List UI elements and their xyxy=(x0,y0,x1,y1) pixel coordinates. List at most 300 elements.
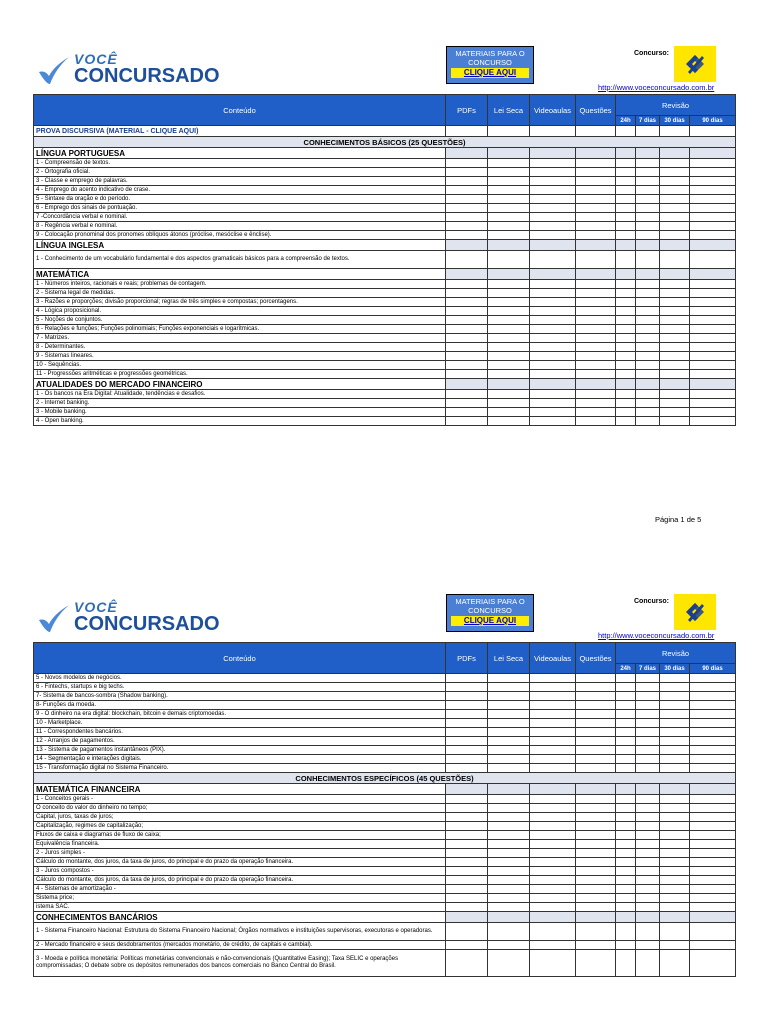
checkbox-cell[interactable] xyxy=(488,867,530,876)
checkbox-cell[interactable] xyxy=(616,876,636,885)
checkbox-cell[interactable] xyxy=(690,683,736,692)
materiais-box[interactable] xyxy=(446,46,534,84)
checkbox-cell[interactable] xyxy=(488,417,530,426)
checkbox-cell[interactable] xyxy=(446,222,488,231)
checkbox-cell[interactable] xyxy=(530,858,576,867)
checkbox-cell[interactable] xyxy=(488,159,530,168)
checkbox-cell[interactable] xyxy=(690,903,736,912)
checkbox-cell[interactable] xyxy=(616,231,636,240)
checkbox-cell[interactable] xyxy=(660,289,690,298)
checkbox-cell[interactable] xyxy=(660,903,690,912)
checkbox-cell[interactable] xyxy=(636,186,660,195)
checkbox-cell[interactable] xyxy=(636,231,660,240)
checkbox-cell[interactable] xyxy=(616,894,636,903)
checkbox-cell[interactable] xyxy=(530,710,576,719)
checkbox-cell[interactable] xyxy=(636,352,660,361)
checkbox-cell[interactable] xyxy=(636,813,660,822)
checkbox-cell[interactable] xyxy=(576,204,616,213)
checkbox-cell[interactable] xyxy=(616,822,636,831)
checkbox-cell[interactable] xyxy=(690,417,736,426)
site-url-link[interactable]: http://www.voceconcursado.com.br xyxy=(598,83,715,92)
checkbox-cell[interactable] xyxy=(446,950,488,977)
checkbox-cell[interactable] xyxy=(690,719,736,728)
checkbox-cell[interactable] xyxy=(530,804,576,813)
checkbox-cell[interactable] xyxy=(660,334,690,343)
checkbox-cell[interactable] xyxy=(446,361,488,370)
checkbox-cell[interactable] xyxy=(576,408,616,417)
checkbox-cell[interactable] xyxy=(616,352,636,361)
checkbox-cell[interactable] xyxy=(446,755,488,764)
checkbox-cell[interactable] xyxy=(488,390,530,399)
checkbox-cell[interactable] xyxy=(488,822,530,831)
materiais-box-2[interactable] xyxy=(446,594,534,632)
checkbox-cell[interactable] xyxy=(690,325,736,334)
checkbox-cell[interactable] xyxy=(446,737,488,746)
checkbox-cell[interactable] xyxy=(576,903,616,912)
checkbox-cell[interactable] xyxy=(488,195,530,204)
checkbox-cell[interactable] xyxy=(576,923,616,941)
checkbox-cell[interactable] xyxy=(690,251,736,269)
checkbox-cell[interactable] xyxy=(690,710,736,719)
checkbox-cell[interactable] xyxy=(446,903,488,912)
checkbox-cell[interactable] xyxy=(660,674,690,683)
checkbox-cell[interactable] xyxy=(576,728,616,737)
checkbox-cell[interactable] xyxy=(660,408,690,417)
checkbox-cell[interactable] xyxy=(636,941,660,950)
checkbox-cell[interactable] xyxy=(660,343,690,352)
checkbox-cell[interactable] xyxy=(690,204,736,213)
checkbox-cell[interactable] xyxy=(530,950,576,977)
checkbox-cell[interactable] xyxy=(576,849,616,858)
checkbox-cell[interactable] xyxy=(446,764,488,773)
checkbox-cell[interactable] xyxy=(690,399,736,408)
checkbox-cell[interactable] xyxy=(446,168,488,177)
checkbox-cell[interactable] xyxy=(660,390,690,399)
checkbox-cell[interactable] xyxy=(636,858,660,867)
checkbox-cell[interactable] xyxy=(488,764,530,773)
checkbox-cell[interactable] xyxy=(616,213,636,222)
checkbox-cell[interactable] xyxy=(446,204,488,213)
checkbox-cell[interactable] xyxy=(446,334,488,343)
checkbox-cell[interactable] xyxy=(660,941,690,950)
checkbox-cell[interactable] xyxy=(488,343,530,352)
checkbox-cell[interactable] xyxy=(576,894,616,903)
checkbox-cell[interactable] xyxy=(616,746,636,755)
checkbox-cell[interactable] xyxy=(690,289,736,298)
checkbox-cell[interactable] xyxy=(530,307,576,316)
checkbox-cell[interactable] xyxy=(530,701,576,710)
checkbox-cell[interactable] xyxy=(690,352,736,361)
checkbox-cell[interactable] xyxy=(616,683,636,692)
checkbox-cell[interactable] xyxy=(446,710,488,719)
checkbox-cell[interactable] xyxy=(446,251,488,269)
checkbox-cell[interactable] xyxy=(636,903,660,912)
checkbox-cell[interactable] xyxy=(530,867,576,876)
checkbox-cell[interactable] xyxy=(636,370,660,379)
clique-aqui-link[interactable]: CLIQUE AQUI xyxy=(451,68,529,78)
checkbox-cell[interactable] xyxy=(690,831,736,840)
checkbox-cell[interactable] xyxy=(616,804,636,813)
checkbox-cell[interactable] xyxy=(660,213,690,222)
checkbox-cell[interactable] xyxy=(636,701,660,710)
checkbox-cell[interactable] xyxy=(636,876,660,885)
checkbox-cell[interactable] xyxy=(660,894,690,903)
checkbox-cell[interactable] xyxy=(636,737,660,746)
checkbox-cell[interactable] xyxy=(660,876,690,885)
checkbox-cell[interactable] xyxy=(660,923,690,941)
checkbox-cell[interactable] xyxy=(530,177,576,186)
checkbox-cell[interactable] xyxy=(530,390,576,399)
checkbox-cell[interactable] xyxy=(690,746,736,755)
checkbox-cell[interactable] xyxy=(690,231,736,240)
checkbox-cell[interactable] xyxy=(446,195,488,204)
checkbox-cell[interactable] xyxy=(636,683,660,692)
checkbox-cell[interactable] xyxy=(530,822,576,831)
checkbox-cell[interactable] xyxy=(446,804,488,813)
checkbox-cell[interactable] xyxy=(446,408,488,417)
checkbox-cell[interactable] xyxy=(446,417,488,426)
checkbox-cell[interactable] xyxy=(488,325,530,334)
checkbox-cell[interactable] xyxy=(446,822,488,831)
checkbox-cell[interactable] xyxy=(446,343,488,352)
checkbox-cell[interactable] xyxy=(660,683,690,692)
checkbox-cell[interactable] xyxy=(530,316,576,325)
checkbox-cell[interactable] xyxy=(636,804,660,813)
checkbox-cell[interactable] xyxy=(660,840,690,849)
checkbox-cell[interactable] xyxy=(616,728,636,737)
checkbox-cell[interactable] xyxy=(690,867,736,876)
checkbox-cell[interactable] xyxy=(616,950,636,977)
checkbox-cell[interactable] xyxy=(446,941,488,950)
checkbox-cell[interactable] xyxy=(576,298,616,307)
checkbox-cell[interactable] xyxy=(576,737,616,746)
checkbox-cell[interactable] xyxy=(530,941,576,950)
checkbox-cell[interactable] xyxy=(690,692,736,701)
checkbox-cell[interactable] xyxy=(576,231,616,240)
checkbox-cell[interactable] xyxy=(616,298,636,307)
checkbox-cell[interactable] xyxy=(576,941,616,950)
checkbox-cell[interactable] xyxy=(616,195,636,204)
checkbox-cell[interactable] xyxy=(660,813,690,822)
checkbox-cell[interactable] xyxy=(660,316,690,325)
checkbox-cell[interactable] xyxy=(530,923,576,941)
checkbox-cell[interactable] xyxy=(446,159,488,168)
checkbox-cell[interactable] xyxy=(690,840,736,849)
checkbox-cell[interactable] xyxy=(488,840,530,849)
checkbox-cell[interactable] xyxy=(616,764,636,773)
checkbox-cell[interactable] xyxy=(690,195,736,204)
checkbox-cell[interactable] xyxy=(616,408,636,417)
checkbox-cell[interactable] xyxy=(636,213,660,222)
checkbox-cell[interactable] xyxy=(576,289,616,298)
checkbox-cell[interactable] xyxy=(636,390,660,399)
checkbox-cell[interactable] xyxy=(616,289,636,298)
checkbox-cell[interactable] xyxy=(660,370,690,379)
checkbox-cell[interactable] xyxy=(690,849,736,858)
checkbox-cell[interactable] xyxy=(576,746,616,755)
checkbox-cell[interactable] xyxy=(660,399,690,408)
checkbox-cell[interactable] xyxy=(636,316,660,325)
checkbox-cell[interactable] xyxy=(636,159,660,168)
checkbox-cell[interactable] xyxy=(530,876,576,885)
checkbox-cell[interactable] xyxy=(576,399,616,408)
checkbox-cell[interactable] xyxy=(660,849,690,858)
checkbox-cell[interactable] xyxy=(690,343,736,352)
checkbox-cell[interactable] xyxy=(488,903,530,912)
checkbox-cell[interactable] xyxy=(530,399,576,408)
checkbox-cell[interactable] xyxy=(690,795,736,804)
checkbox-cell[interactable] xyxy=(636,408,660,417)
checkbox-cell[interactable] xyxy=(636,204,660,213)
checkbox-cell[interactable] xyxy=(636,950,660,977)
checkbox-cell[interactable] xyxy=(690,307,736,316)
checkbox-cell[interactable] xyxy=(576,370,616,379)
checkbox-cell[interactable] xyxy=(576,876,616,885)
checkbox-cell[interactable] xyxy=(616,867,636,876)
checkbox-cell[interactable] xyxy=(576,361,616,370)
checkbox-cell[interactable] xyxy=(488,231,530,240)
checkbox-cell[interactable] xyxy=(660,950,690,977)
checkbox-cell[interactable] xyxy=(636,289,660,298)
checkbox-cell[interactable] xyxy=(636,280,660,289)
checkbox-cell[interactable] xyxy=(660,795,690,804)
checkbox-cell[interactable] xyxy=(488,204,530,213)
checkbox-cell[interactable] xyxy=(636,719,660,728)
checkbox-cell[interactable] xyxy=(488,316,530,325)
checkbox-cell[interactable] xyxy=(530,674,576,683)
checkbox-cell[interactable] xyxy=(690,804,736,813)
checkbox-cell[interactable] xyxy=(530,204,576,213)
checkbox-cell[interactable] xyxy=(660,858,690,867)
checkbox-cell[interactable] xyxy=(616,399,636,408)
checkbox-cell[interactable] xyxy=(576,867,616,876)
checkbox-cell[interactable] xyxy=(636,764,660,773)
checkbox-cell[interactable] xyxy=(616,334,636,343)
checkbox-cell[interactable] xyxy=(660,325,690,334)
checkbox-cell[interactable] xyxy=(446,746,488,755)
checkbox-cell[interactable] xyxy=(530,417,576,426)
checkbox-cell[interactable] xyxy=(530,370,576,379)
checkbox-cell[interactable] xyxy=(660,755,690,764)
checkbox-cell[interactable] xyxy=(616,719,636,728)
checkbox-cell[interactable] xyxy=(530,325,576,334)
checkbox-cell[interactable] xyxy=(616,390,636,399)
checkbox-cell[interactable] xyxy=(488,352,530,361)
checkbox-cell[interactable] xyxy=(636,692,660,701)
checkbox-cell[interactable] xyxy=(446,325,488,334)
checkbox-cell[interactable] xyxy=(446,298,488,307)
checkbox-cell[interactable] xyxy=(660,352,690,361)
checkbox-cell[interactable] xyxy=(576,307,616,316)
checkbox-cell[interactable] xyxy=(488,849,530,858)
checkbox-cell[interactable] xyxy=(488,370,530,379)
checkbox-cell[interactable] xyxy=(636,177,660,186)
checkbox-cell[interactable] xyxy=(446,840,488,849)
checkbox-cell[interactable] xyxy=(576,719,616,728)
checkbox-cell[interactable] xyxy=(446,813,488,822)
checkbox-cell[interactable] xyxy=(690,280,736,289)
checkbox-cell[interactable] xyxy=(690,858,736,867)
checkbox-cell[interactable] xyxy=(690,159,736,168)
checkbox-cell[interactable] xyxy=(616,674,636,683)
checkbox-cell[interactable] xyxy=(488,795,530,804)
checkbox-cell[interactable] xyxy=(576,159,616,168)
checkbox-cell[interactable] xyxy=(488,885,530,894)
checkbox-cell[interactable] xyxy=(660,831,690,840)
checkbox-cell[interactable] xyxy=(488,222,530,231)
checkbox-cell[interactable] xyxy=(488,728,530,737)
checkbox-cell[interactable] xyxy=(616,903,636,912)
checkbox-cell[interactable] xyxy=(488,719,530,728)
checkbox-cell[interactable] xyxy=(660,764,690,773)
checkbox-cell[interactable] xyxy=(488,289,530,298)
checkbox-cell[interactable] xyxy=(576,831,616,840)
checkbox-cell[interactable] xyxy=(488,804,530,813)
checkbox-cell[interactable] xyxy=(488,894,530,903)
checkbox-cell[interactable] xyxy=(530,186,576,195)
checkbox-cell[interactable] xyxy=(530,168,576,177)
checkbox-cell[interactable] xyxy=(576,417,616,426)
checkbox-cell[interactable] xyxy=(530,408,576,417)
checkbox-cell[interactable] xyxy=(530,849,576,858)
checkbox-cell[interactable] xyxy=(616,222,636,231)
checkbox-cell[interactable] xyxy=(690,923,736,941)
checkbox-cell[interactable] xyxy=(530,746,576,755)
checkbox-cell[interactable] xyxy=(690,213,736,222)
checkbox-cell[interactable] xyxy=(636,334,660,343)
checkbox-cell[interactable] xyxy=(446,858,488,867)
checkbox-cell[interactable] xyxy=(530,831,576,840)
checkbox-cell[interactable] xyxy=(576,858,616,867)
checkbox-cell[interactable] xyxy=(576,795,616,804)
checkbox-cell[interactable] xyxy=(576,251,616,269)
checkbox-cell[interactable] xyxy=(636,795,660,804)
checkbox-cell[interactable] xyxy=(530,683,576,692)
checkbox-cell[interactable] xyxy=(616,168,636,177)
checkbox-cell[interactable] xyxy=(636,710,660,719)
checkbox-cell[interactable] xyxy=(690,813,736,822)
checkbox-cell[interactable] xyxy=(530,894,576,903)
checkbox-cell[interactable] xyxy=(530,903,576,912)
checkbox-cell[interactable] xyxy=(616,177,636,186)
checkbox-cell[interactable] xyxy=(446,692,488,701)
checkbox-cell[interactable] xyxy=(446,885,488,894)
checkbox-cell[interactable] xyxy=(488,186,530,195)
checkbox-cell[interactable] xyxy=(488,168,530,177)
checkbox-cell[interactable] xyxy=(690,950,736,977)
checkbox-cell[interactable] xyxy=(576,334,616,343)
checkbox-cell[interactable] xyxy=(690,941,736,950)
checkbox-cell[interactable] xyxy=(616,858,636,867)
checkbox-cell[interactable] xyxy=(636,417,660,426)
checkbox-cell[interactable] xyxy=(488,746,530,755)
checkbox-cell[interactable] xyxy=(446,719,488,728)
checkbox-cell[interactable] xyxy=(660,867,690,876)
checkbox-cell[interactable] xyxy=(690,186,736,195)
checkbox-cell[interactable] xyxy=(446,289,488,298)
checkbox-cell[interactable] xyxy=(446,795,488,804)
checkbox-cell[interactable] xyxy=(616,840,636,849)
checkbox-cell[interactable] xyxy=(660,186,690,195)
checkbox-cell[interactable] xyxy=(616,186,636,195)
checkbox-cell[interactable] xyxy=(636,343,660,352)
checkbox-cell[interactable] xyxy=(636,298,660,307)
checkbox-cell[interactable] xyxy=(446,674,488,683)
checkbox-cell[interactable] xyxy=(488,307,530,316)
checkbox-cell[interactable] xyxy=(576,804,616,813)
checkbox-cell[interactable] xyxy=(690,822,736,831)
checkbox-cell[interactable] xyxy=(446,177,488,186)
checkbox-cell[interactable] xyxy=(616,813,636,822)
checkbox-cell[interactable] xyxy=(616,941,636,950)
checkbox-cell[interactable] xyxy=(576,280,616,289)
checkbox-cell[interactable] xyxy=(636,168,660,177)
checkbox-cell[interactable] xyxy=(690,737,736,746)
checkbox-cell[interactable] xyxy=(690,168,736,177)
checkbox-cell[interactable] xyxy=(576,885,616,894)
checkbox-cell[interactable] xyxy=(446,213,488,222)
checkbox-cell[interactable] xyxy=(690,674,736,683)
checkbox-cell[interactable] xyxy=(530,343,576,352)
checkbox-cell[interactable] xyxy=(690,177,736,186)
checkbox-cell[interactable] xyxy=(660,177,690,186)
checkbox-cell[interactable] xyxy=(488,683,530,692)
checkbox-cell[interactable] xyxy=(446,894,488,903)
checkbox-cell[interactable] xyxy=(446,280,488,289)
checkbox-cell[interactable] xyxy=(446,316,488,325)
checkbox-cell[interactable] xyxy=(660,231,690,240)
checkbox-cell[interactable] xyxy=(488,399,530,408)
checkbox-cell[interactable] xyxy=(636,728,660,737)
checkbox-cell[interactable] xyxy=(690,316,736,325)
checkbox-cell[interactable] xyxy=(660,804,690,813)
checkbox-cell[interactable] xyxy=(530,195,576,204)
checkbox-cell[interactable] xyxy=(616,204,636,213)
checkbox-cell[interactable] xyxy=(636,251,660,269)
checkbox-cell[interactable] xyxy=(576,764,616,773)
checkbox-cell[interactable] xyxy=(530,813,576,822)
checkbox-cell[interactable] xyxy=(576,813,616,822)
checkbox-cell[interactable] xyxy=(530,755,576,764)
checkbox-cell[interactable] xyxy=(530,251,576,269)
checkbox-cell[interactable] xyxy=(636,822,660,831)
checkbox-cell[interactable] xyxy=(488,923,530,941)
checkbox-cell[interactable] xyxy=(530,737,576,746)
checkbox-cell[interactable] xyxy=(446,849,488,858)
checkbox-cell[interactable] xyxy=(616,159,636,168)
checkbox-cell[interactable] xyxy=(530,692,576,701)
checkbox-cell[interactable] xyxy=(660,692,690,701)
checkbox-cell[interactable] xyxy=(616,370,636,379)
checkbox-cell[interactable] xyxy=(636,361,660,370)
checkbox-cell[interactable] xyxy=(576,683,616,692)
checkbox-cell[interactable] xyxy=(576,390,616,399)
checkbox-cell[interactable] xyxy=(660,159,690,168)
checkbox-cell[interactable] xyxy=(690,390,736,399)
checkbox-cell[interactable] xyxy=(660,822,690,831)
checkbox-cell[interactable] xyxy=(446,728,488,737)
site-url-link[interactable]: http://www.voceconcursado.com.br xyxy=(598,631,715,640)
checkbox-cell[interactable] xyxy=(488,813,530,822)
checkbox-cell[interactable] xyxy=(446,876,488,885)
checkbox-cell[interactable] xyxy=(488,408,530,417)
checkbox-cell[interactable] xyxy=(660,728,690,737)
checkbox-cell[interactable] xyxy=(446,231,488,240)
checkbox-cell[interactable] xyxy=(446,683,488,692)
checkbox-cell[interactable] xyxy=(576,195,616,204)
checkbox-cell[interactable] xyxy=(690,876,736,885)
checkbox-cell[interactable] xyxy=(690,728,736,737)
